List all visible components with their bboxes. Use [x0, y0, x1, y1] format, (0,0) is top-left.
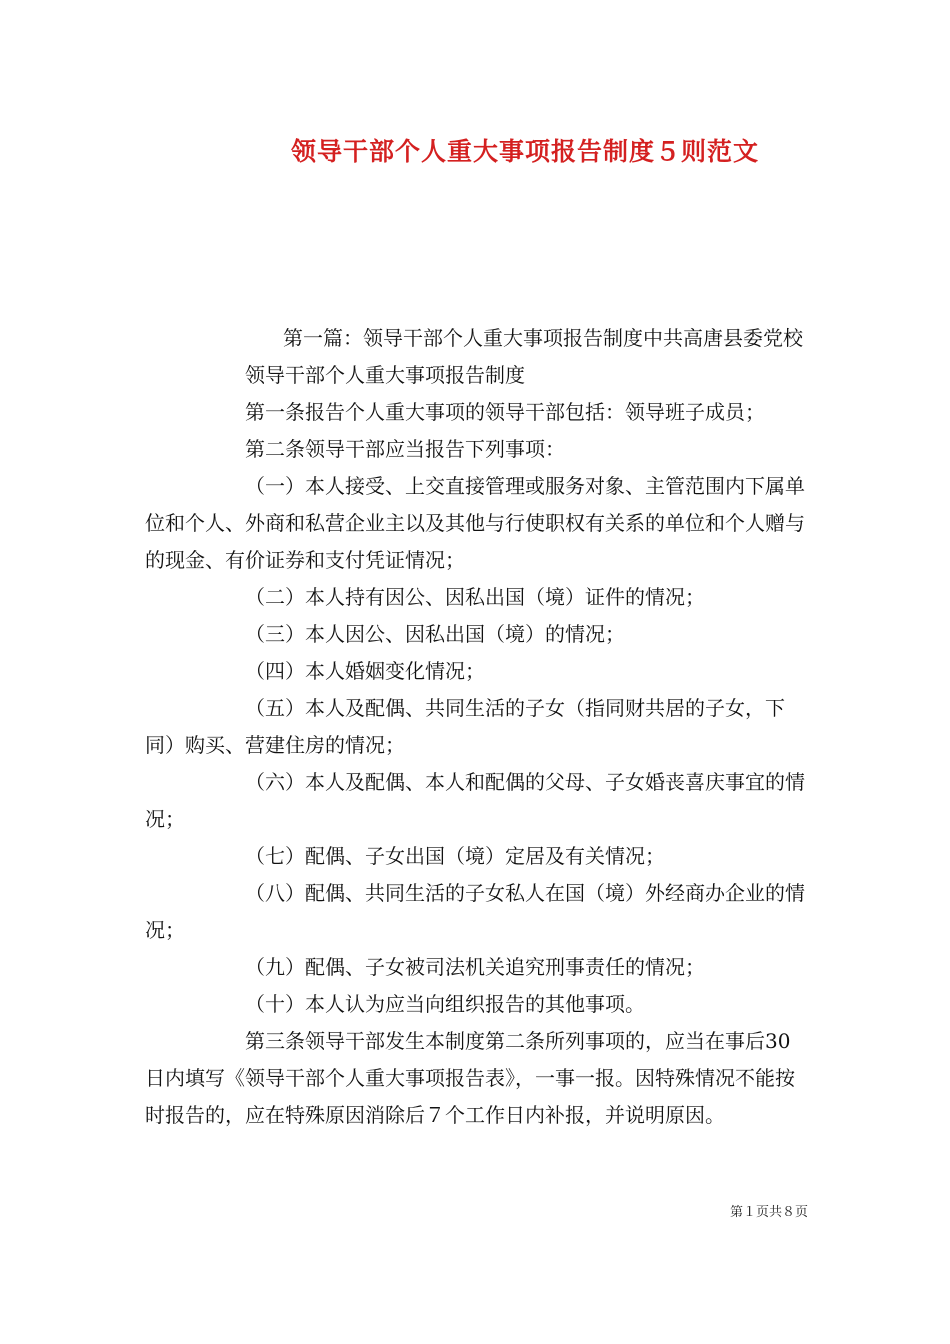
- paragraph: （十）本人认为应当向组织报告的其他事项。: [245, 992, 645, 1016]
- paragraph: （一）本人接受、上交直接管理或服务对象、主管范围内下属单位和个人、外商和私营企业主以及其他与行使职权有关系的单位和个人赠与的现金、有价证券和支付凭证情况；: [145, 474, 805, 572]
- paragraph: （八）配偶、共同生活的子女私人在国（境）外经商办企业的情况；: [145, 881, 805, 942]
- document-title: 领导干部个人重大事项报告制度５则范文: [290, 137, 759, 166]
- page-number: 第１页共８页: [729, 1205, 808, 1220]
- paragraph: 第二条领导干部应当报告下列事项：: [245, 437, 565, 461]
- paragraph: （二）本人持有因公、因私出国（境）证件的情况；: [245, 585, 705, 609]
- paragraph: 第一条报告个人重大事项的领导干部包括：领导班子成员；: [245, 400, 765, 424]
- paragraph: （五）本人及配偶、共同生活的子女（指同财共居的子女，下同）购买、营建住房的情况；: [145, 696, 785, 757]
- paragraph: 领导干部个人重大事项报告制度: [245, 363, 525, 387]
- paragraph: （四）本人婚姻变化情况；: [245, 659, 485, 683]
- paragraph: （九）配偶、子女被司法机关追究刑事责任的情况；: [245, 955, 705, 979]
- paragraph: （三）本人因公、因私出国（境）的情况；: [245, 622, 625, 646]
- paragraph: 第三条领导干部发生本制度第二条所列事项的，应当在事后30日内填写《领导干部个人重大事项报告表》，一事一报。因特殊情况不能按时报告的，应在特殊原因消除后７个工作日内补报，并说明原因。: [145, 1029, 795, 1127]
- document-body: [145, 320, 810, 1134]
- paragraph: （六）本人及配偶、本人和配偶的父母、子女婚丧喜庆事宜的情况；: [145, 770, 805, 831]
- paragraph: （七）配偶、子女出国（境）定居及有关情况；: [245, 844, 665, 868]
- section-heading: 第一篇：领导干部个人重大事项报告制度中共高唐县委党校: [283, 326, 803, 350]
